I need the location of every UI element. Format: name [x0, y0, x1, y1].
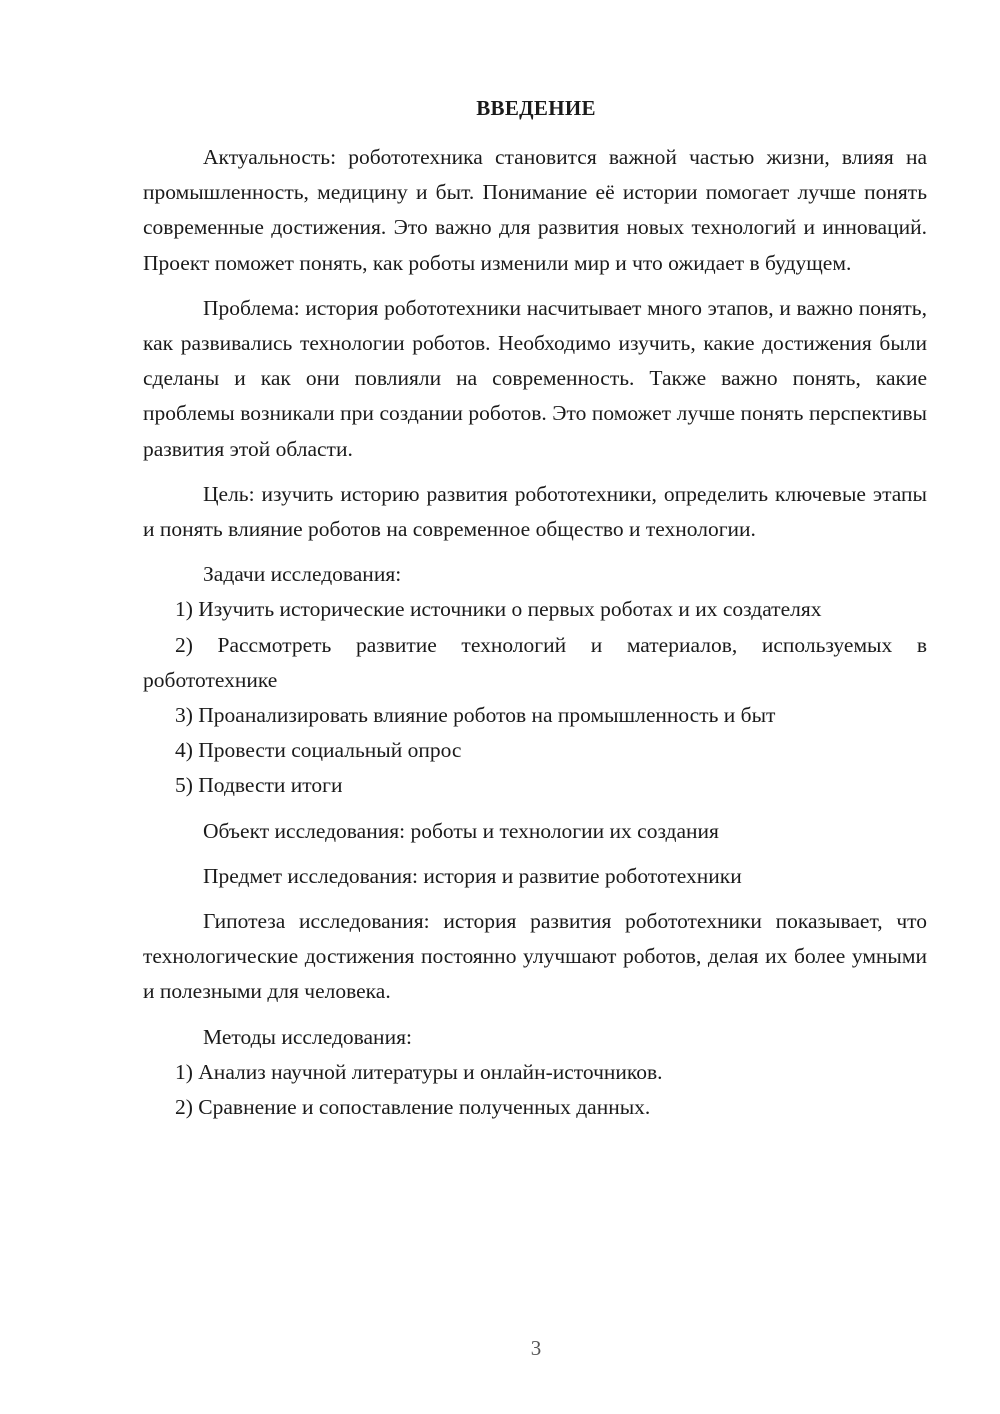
page-title: ВВЕДЕНИЕ: [476, 96, 596, 120]
paragraph-hypothesis: Гипотеза исследования: история развития робототехники показывает, что технологические достижения постоянно улучшают роботов, делая их более умными и полезными для человека.: [143, 909, 927, 1004]
paragraph-relevance: Актуальность: робототехника становится важной частью жизни, влияя на промышленность, медицину и быт. Понимание её истории помогает лучше понять современные достижения. Это важно для развития новых технологий и инноваций. Проект поможет понять, как роботы изменили мир и что ожидает в будущем.: [143, 145, 927, 275]
task-item-4: 4) Провести социальный опрос: [175, 738, 462, 763]
task-item-5: 5) Подвести итоги: [175, 773, 343, 798]
task-item-3: 3) Проанализировать влияние роботов на промышленность и быт: [175, 703, 776, 728]
tasks-heading: Задачи исследования:: [203, 562, 402, 587]
method-item-2: 2) Сравнение и сопоставление полученных данных.: [175, 1095, 651, 1120]
paragraph-object: Объект исследования: роботы и технологии их создания: [203, 818, 719, 843]
task-item-1: 1) Изучить исторические источники о первых роботах и их создателях: [175, 597, 822, 622]
methods-heading: Методы исследования:: [203, 1024, 412, 1049]
paragraph-goal: Цель: изучить историю развития робототехники, определить ключевые этапы и понять влияние роботов на современное общество и технологии.: [143, 481, 927, 542]
task-item-2: 2) Рассмотреть развитие технологий и материалов, используемых в робототехнике: [143, 632, 927, 692]
method-item-1: 1) Анализ научной литературы и онлайн-источников.: [175, 1059, 663, 1084]
paragraph-problem: Проблема: история робототехники насчитывает много этапов, и важно понять, как развивались технологии роботов. Необходимо изучить, какие достижения были сделаны и как они повлияли на современность. Также важно понять, какие проблемы возникали при создании роботов. Это поможет лучше понять перспективы развития этой области.: [143, 295, 927, 461]
page-number: 3: [530, 1336, 542, 1360]
document-body: [143, 140, 927, 1125]
paragraph-subject: Предмет исследования: история и развитие робототехники: [203, 863, 742, 888]
